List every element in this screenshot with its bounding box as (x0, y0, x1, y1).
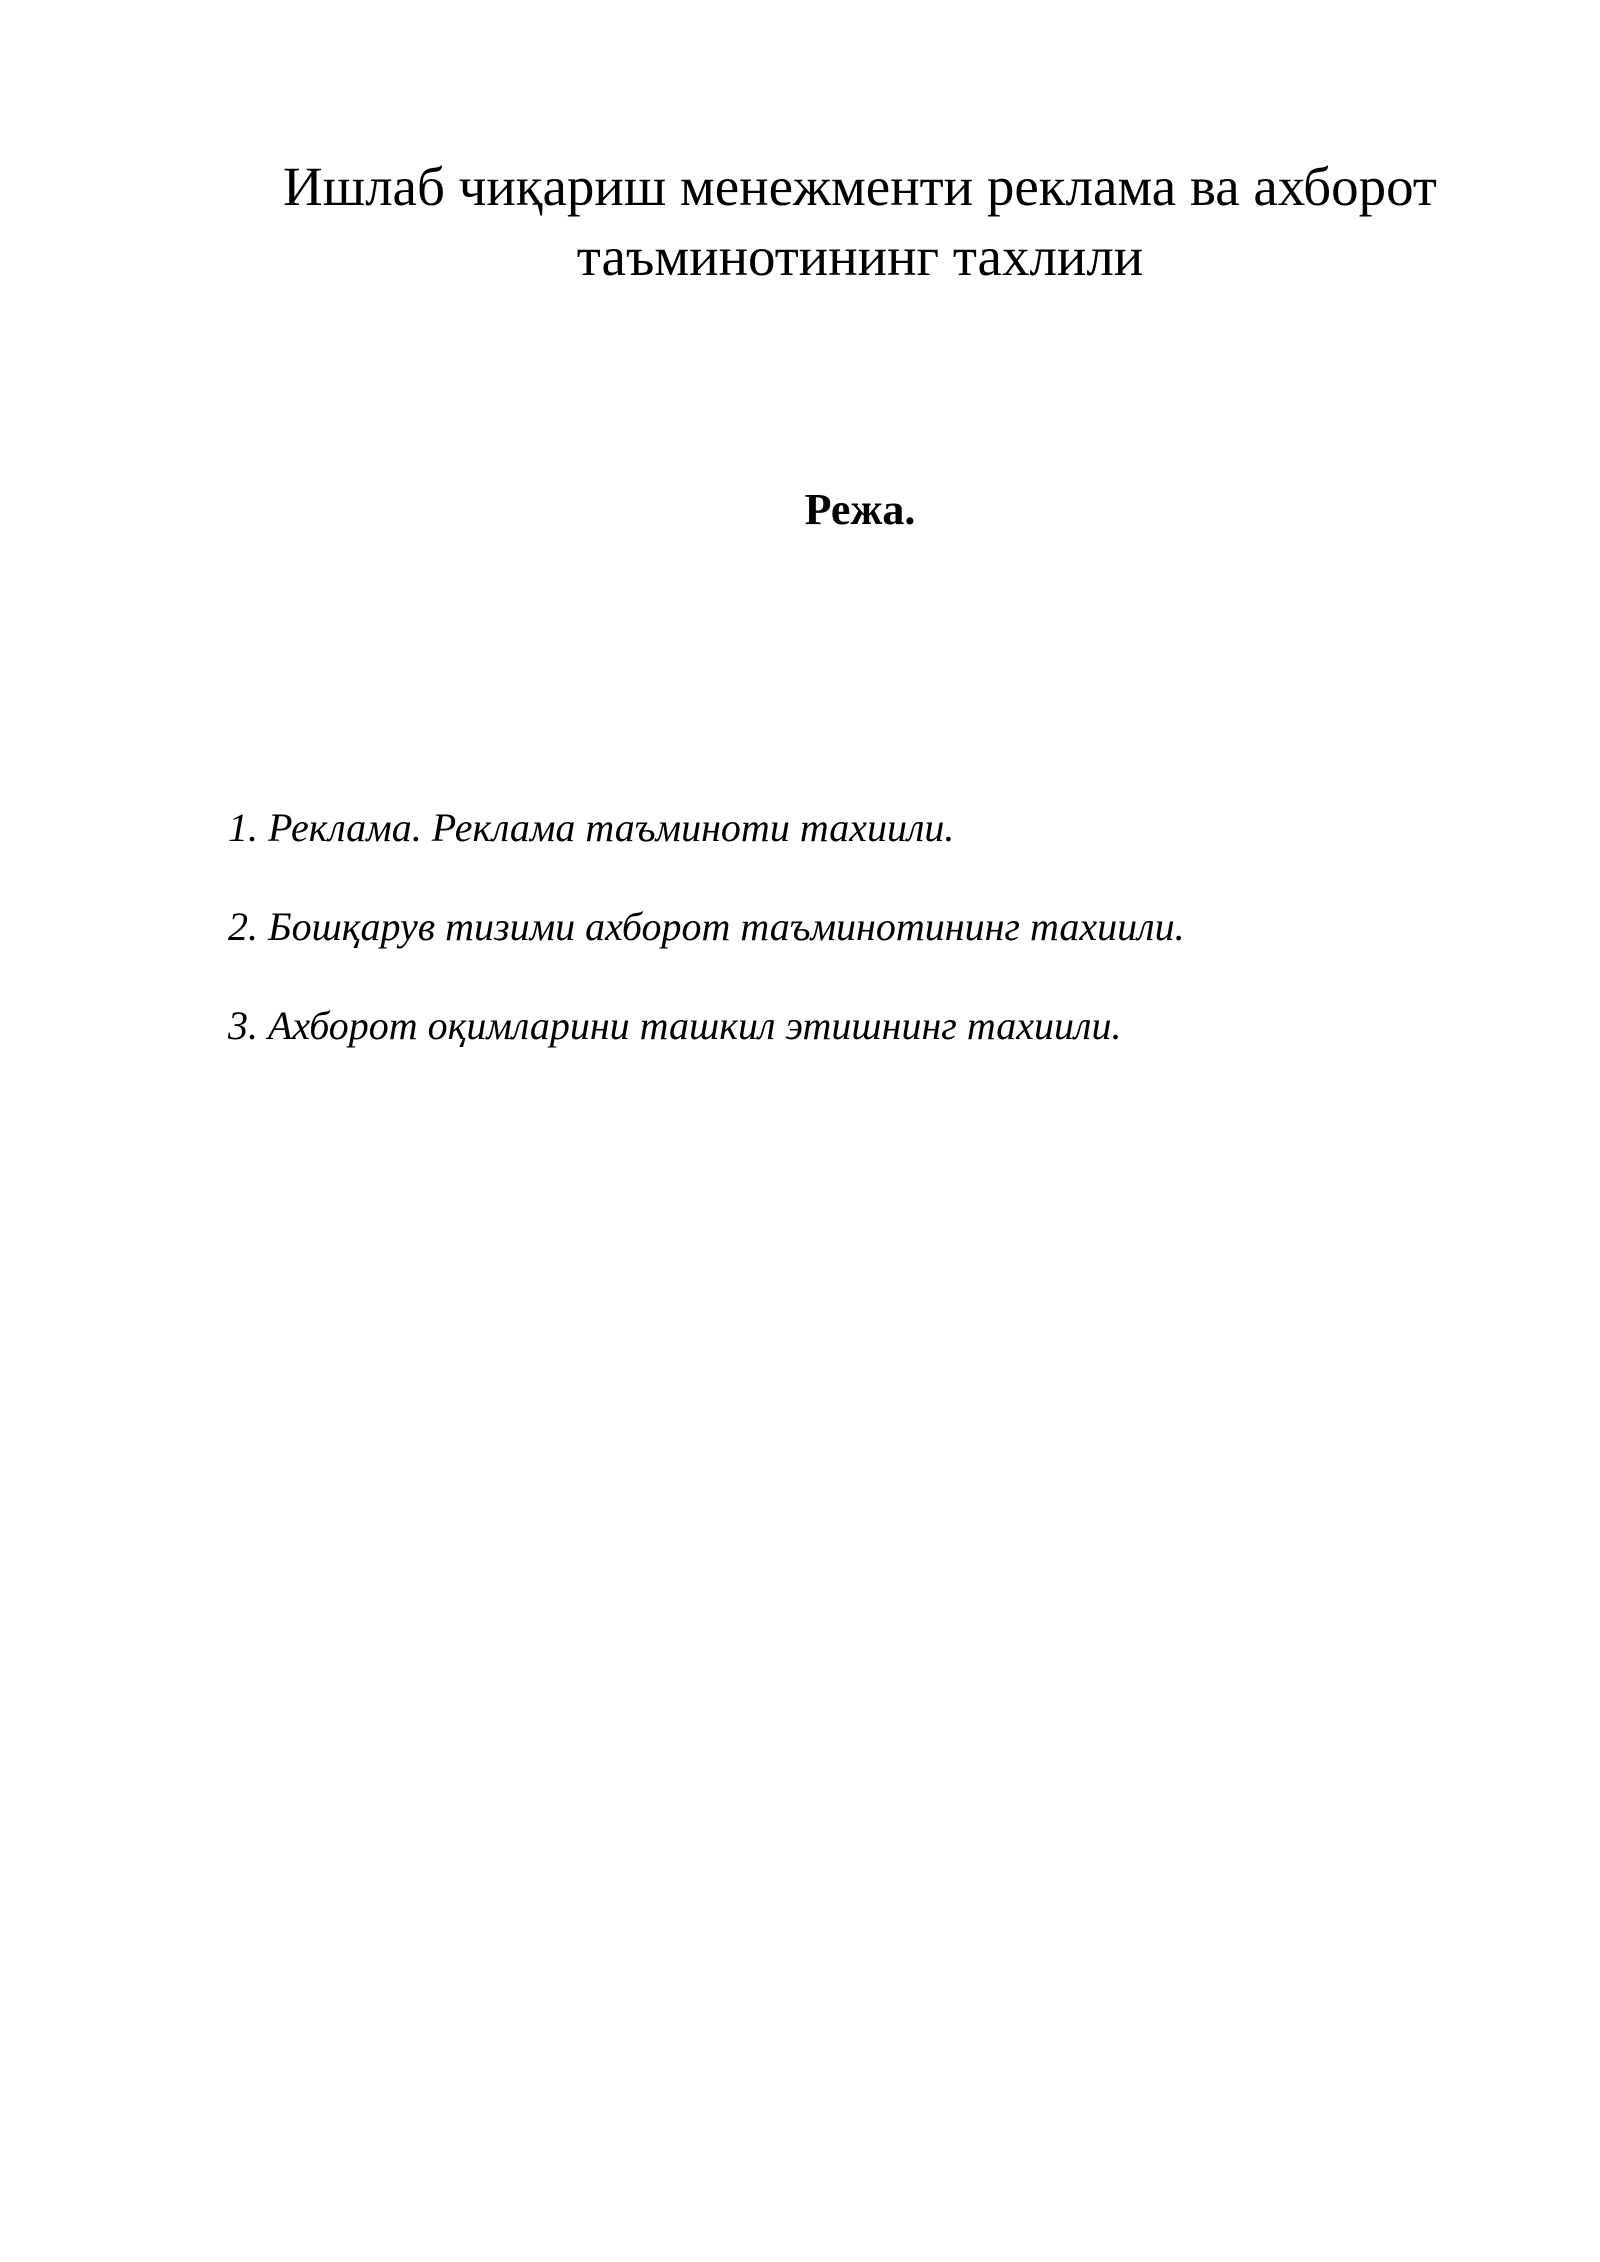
plan-list (228, 798, 1478, 1095)
document-title-line-1: Ишлаб чиқариш менежменти реклама ва ахборот (283, 156, 1437, 217)
plan-item-3: 3. Ахборот оқимларини ташкил этишнинг тахиили. (228, 1003, 1122, 1048)
document-title-line-2: таъминотининг тахлили (576, 226, 1144, 287)
plan-heading: Режа. (804, 485, 916, 534)
plan-item-1: 1. Реклама. Реклама таъминоти тахиили. (228, 805, 955, 850)
document-title (200, 152, 1520, 292)
plan-item-2: 2. Бошқарув тизими ахборот таъминотининг тахиили. (228, 904, 1185, 949)
